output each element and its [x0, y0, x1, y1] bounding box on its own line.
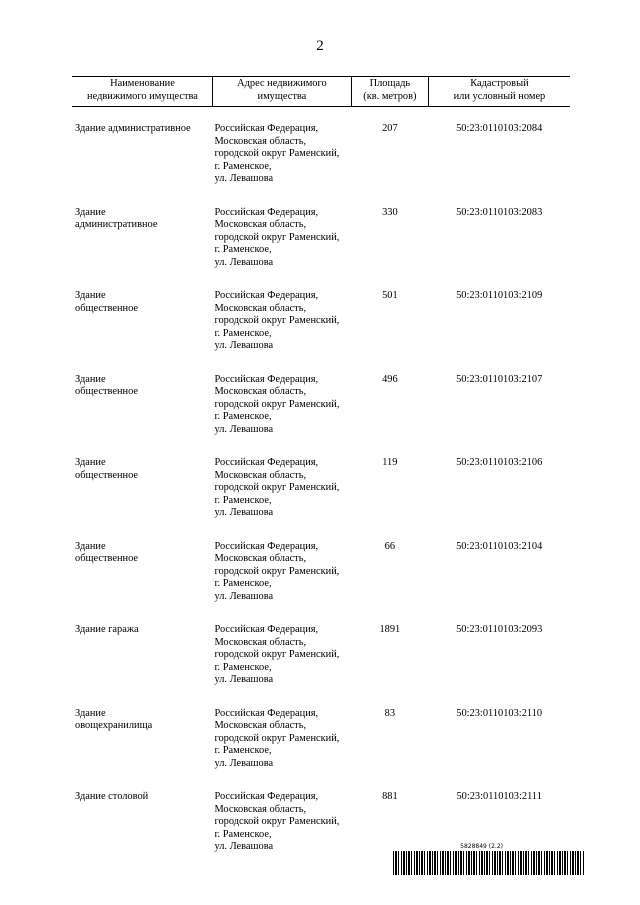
cell-address-line: Российская Федерация,	[214, 540, 319, 552]
cell-address	[212, 541, 351, 625]
cell-address-line: городской округ Раменский,	[214, 816, 340, 827]
cell-address-line: Московская область,	[214, 720, 307, 731]
barcode-graphic	[393, 851, 585, 875]
cell-name-line: Здание	[75, 457, 106, 468]
barcode-block	[393, 843, 585, 875]
cell-name-line: общественное	[75, 553, 139, 564]
cell-address-line: городской округ Раменский,	[214, 398, 340, 410]
cell-area: 330	[382, 206, 398, 218]
cell-cadastral: 50:23:0110103:2111	[456, 791, 542, 802]
cell-name-line: общественное	[75, 386, 139, 397]
cell-address-line: ул. Левашова	[214, 507, 274, 518]
cell-address-line: г. Раменское,	[214, 327, 272, 339]
cell-address-line: Российская Федерация,	[214, 123, 319, 134]
cell-address-line: Московская область,	[214, 386, 307, 397]
cell-address-line: Российская Федерация,	[214, 290, 319, 301]
cell-name-line: Здание	[75, 540, 106, 552]
barcode-label: 5828849 (2.2)	[460, 843, 503, 850]
cell-name-line: Здание	[75, 373, 106, 385]
cell-name-line: Здание столовой	[75, 791, 149, 802]
cell-address	[212, 374, 351, 458]
cell-name	[72, 107, 212, 207]
cell-cadastral: 50:23:0110103:2110	[456, 707, 543, 719]
cell-address-line: ул. Левашова	[214, 340, 274, 351]
cell-cadastral: 50:23:0110103:2084	[456, 123, 543, 134]
cell-address-line: Российская Федерация,	[214, 457, 319, 468]
cell-area: 501	[382, 290, 398, 301]
cell-address-line: ул. Левашова	[214, 423, 274, 435]
table-row	[72, 290, 570, 374]
cell-address-line: Московская область,	[214, 302, 307, 314]
cell-address-line: ул. Левашова	[214, 841, 274, 852]
cell-address	[212, 207, 351, 291]
cell-cadastral: 50:23:0110103:2104	[456, 540, 543, 552]
cell-name-line: Здание	[75, 290, 106, 301]
table-header-row	[72, 77, 570, 107]
cell-area: 1891	[379, 624, 401, 635]
cell-name-line: Здание гаража	[75, 624, 139, 635]
cell-address-line: Российская Федерация,	[214, 707, 319, 719]
cell-address-line: ул. Левашова	[214, 256, 274, 268]
header-address-line: Адрес недвижимого	[237, 78, 327, 89]
cell-address-line: ул. Левашова	[214, 590, 274, 602]
cell-name-line: Здание	[75, 707, 106, 719]
cell-address-line: Московская область,	[214, 553, 307, 564]
cell-address-line: г. Раменское,	[214, 244, 272, 255]
cell-area: 881	[382, 791, 398, 802]
cell-address-line: ул. Левашова	[214, 674, 274, 685]
header-name-line: Наименование	[110, 78, 175, 89]
cell-address	[212, 791, 351, 875]
cell-address-line: г. Раменское,	[214, 494, 272, 506]
cell-name	[72, 624, 212, 708]
cell-name-line: общественное	[75, 469, 139, 481]
cell-address-line: Российская Федерация,	[214, 791, 319, 802]
cell-name-line: Здание административное	[75, 123, 191, 134]
header-area-line: (кв. метров)	[363, 90, 417, 102]
cell-address-line: городской округ Раменский,	[214, 148, 340, 159]
cell-name	[72, 541, 212, 625]
cell-name	[72, 708, 212, 792]
cell-address	[212, 107, 351, 207]
cell-cadastral: 50:23:0110103:2107	[456, 373, 543, 385]
cell-address-line: Московская область,	[214, 803, 307, 815]
header-address-line: имущества	[257, 90, 307, 102]
cell-cadastral: 50:23:0110103:2093	[456, 624, 543, 635]
header-area	[351, 77, 428, 107]
table-row	[72, 107, 570, 207]
cell-address	[212, 290, 351, 374]
header-area-line: Площадь	[369, 78, 411, 89]
cell-address-line: Российская Федерация,	[214, 206, 319, 218]
cell-address-line: городской округ Раменский,	[214, 315, 340, 326]
cell-address	[212, 624, 351, 708]
table-row	[72, 207, 570, 291]
cell-name-line: административное	[75, 219, 158, 230]
cell-name-line: общественное	[75, 302, 139, 314]
header-cadastral-line: или условный номер	[453, 90, 546, 102]
cell-address	[212, 457, 351, 541]
table-row	[72, 457, 570, 541]
table-row	[72, 708, 570, 792]
table-row	[72, 541, 570, 625]
cell-address-line: Московская область,	[214, 469, 307, 481]
page-number: 2	[316, 38, 324, 54]
cell-cadastral: 50:23:0110103:2106	[456, 457, 543, 468]
cell-area: 119	[382, 457, 398, 468]
header-cadastral-line: Кадастровый	[470, 78, 529, 89]
cell-address-line: г. Раменское,	[214, 578, 272, 589]
cell-cadastral: 50:23:0110103:2083	[456, 206, 543, 218]
header-name-line: недвижимого имущества	[87, 90, 198, 102]
cell-area: 66	[384, 540, 396, 552]
cell-address-line: г. Раменское,	[214, 745, 272, 756]
cell-address-line: городской округ Раменский,	[214, 231, 340, 243]
cell-address-line: г. Раменское,	[214, 160, 272, 172]
cell-name	[72, 457, 212, 541]
cell-name	[72, 374, 212, 458]
header-name	[72, 77, 212, 107]
cell-address-line: Российская Федерация,	[214, 373, 319, 385]
table-row	[72, 374, 570, 458]
cell-name	[72, 791, 212, 875]
cell-area: 496	[382, 373, 398, 385]
cell-name-line: Здание	[75, 206, 106, 218]
cell-address-line: ул. Левашова	[214, 173, 274, 184]
cell-address-line: городской округ Раменский,	[214, 732, 340, 744]
cell-address-line: Московская область,	[214, 219, 307, 230]
header-address	[212, 77, 351, 107]
table-row	[72, 624, 570, 708]
cell-address-line: Московская область,	[214, 636, 307, 648]
cell-address-line: Российская Федерация,	[214, 624, 319, 635]
cell-cadastral: 50:23:0110103:2109	[456, 290, 543, 301]
cell-address-line: г. Раменское,	[214, 828, 272, 840]
header-cadastral	[428, 77, 570, 107]
property-table	[72, 76, 570, 875]
cell-name	[72, 290, 212, 374]
cell-address-line: городской округ Раменский,	[214, 649, 340, 660]
cell-address-line: Московская область,	[214, 135, 307, 147]
cell-address-line: ул. Левашова	[214, 757, 274, 769]
cell-name	[72, 207, 212, 291]
cell-address-line: городской округ Раменский,	[214, 482, 340, 493]
cell-address-line: г. Раменское,	[214, 661, 272, 673]
cell-area: 83	[384, 707, 396, 719]
cell-address-line: городской округ Раменский,	[214, 565, 340, 577]
cell-name-line: овощехранилища	[75, 720, 153, 731]
cell-area: 207	[382, 123, 398, 134]
cell-address-line: г. Раменское,	[214, 411, 272, 422]
cell-address	[212, 708, 351, 792]
